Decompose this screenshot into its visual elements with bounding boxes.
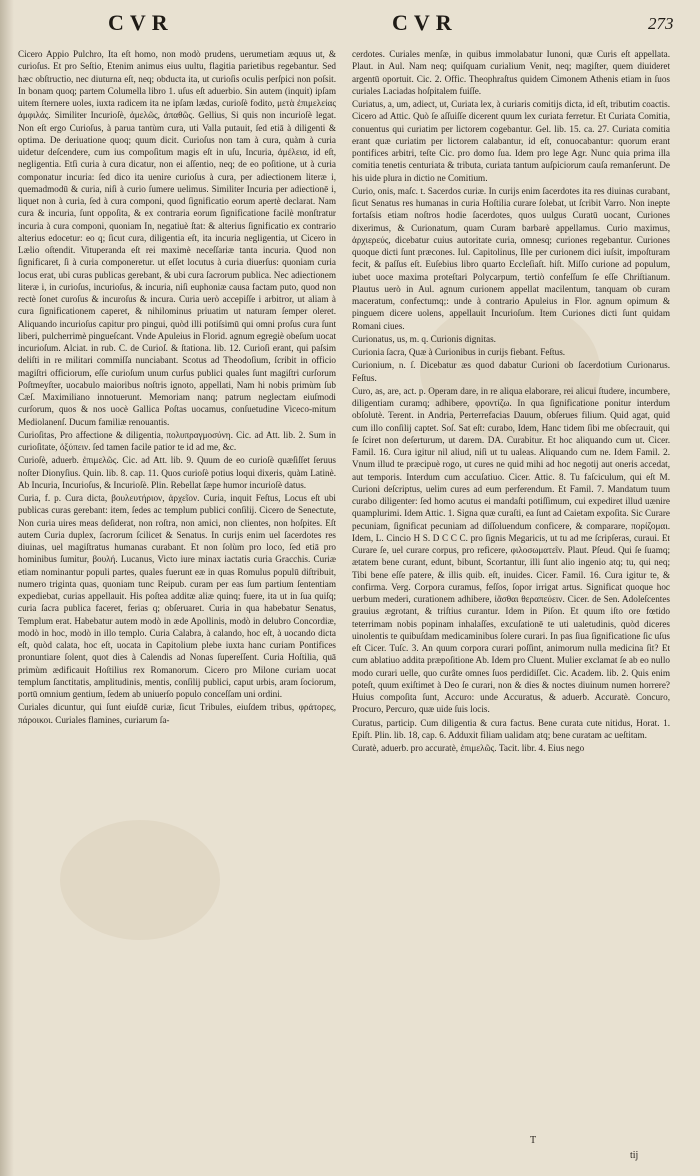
paper-stain — [60, 820, 220, 940]
dictionary-entry: Curio, onis, maſc. t. Sacerdos curiæ. In curijs enim ſacerdotes ita res diuinas curabant, ſicut Senatus res humanas in curia Hoſtilia curare ſolebat, ut ſcribit Varro. Non inepte fortaſsis etiam noſtros hodie ſacerdotes, quos uulgus Curatū uocant, Curiones dixerimus, & Curionatum, quam Curam barbarè appellamus. Curio maximus, ἀρχιερεύς, dicebatur cuius autoritate curia, omnesq; curiones regebantur. Curiones quoque dicti ſunt præcones. Iul. Capitolinus, Ille per curionem dici iuſsit, impoſturam fecit, & paſſus eſt. Euſebius libro quarto Eccleſiaſt. hiſt. Miſſo curione ad populum, iubet uoce maxima proteſtari Polycarpum, tertiò confeſſum ſe eſſe Chriſtianum. Plautus uerò in Aul. agnum curionem appellat macilentum, tanquam ob curam maceratum, confectumq;: unde à contrario Apuleius in Flor. agnum opimum & pinguem dicere uolens, appellauit Incurioſum. Item Curiones dicti ſunt quidam Romani ciues. — [352, 185, 670, 331]
signature-mark: T — [530, 1135, 537, 1146]
dictionary-entry: Curiatus, a, um, adiect, ut, Curiata lex, à curiaris comitijs dicta, id eſt, tributim coactis. Cicero ad Attic. Quò ſe aſſuiſſe dicerent quum lex curiata ferretur. Et Curiata Comitia, conuentus qui curiatim per lictorem cogebantur. Gel. lib. 15. ca. 27. Curiata comitia erant quæ curiatim per lictorem calabantur, id eſt, conuocabantur: quorum erant pontifices arbitri, teſte Cic. pro domo ſua. Idem pro lege Agr. Nunc quia prima illa comitia tenetis centuriata & tributa, curiata tantum auſpiciorum cauſa remanſerunt. De his uide plura in dictio ne Comitium. — [352, 99, 670, 183]
dictionary-entry: Curatus, particip. Cum diligentia & cura factus. Bene curata cute nitidus, Horat. 1. Epiſt. Plin. lib. 18, cap. 6. Adduxit filiam ualidam atq; bene curatam ac ueſtitam. — [352, 717, 670, 740]
dictionary-entry: Curionatus, us, m. q. Curionis dignitas. — [352, 333, 496, 344]
dictionary-entry: Curo, as, are, act. p. Operam dare, in re aliqua elaborare, rei alicui ſtudere, incumbere, diligentiam curamq; adhibere, φροντίζω. In qua ſignificatione ponitur interdum obſolutè. Terent. in Andria, Perterrefacias Dauum, obſerues filium. Quid agat, quid cum illo conſilij captet. Soſ. Sat eſt: curabo, Idem, Hanc tidem ſibi me obſecrauit, qui ſe ſciret non deſerturum, ut darem. DA. Curabitur. Et hoc aliquando cum ut. Cicer. Famil. 16. Cura igitur nil aliud, niſi ut tu ualeas. Aliquando cum ne. Idem Famil. 2. Vnum illud te præcipuè rogo, ut cures ne quid mihi ad hoc negotij aut oneris accedat, aut temporis. Interdum cum accuſatiuo. Cicer. Attic. 8. Tu faſciculum, qui eſt M. Curioni deſcriptus, uelim cures ad eum perferendum. Et Famil. 7. Mandatum tuum curabo diligenter: ſed homo acutus ei mandaſti potiſſimum, cui expediret illud uænire quamplurimi. Idem Attic. 1. Signa quæ curaſti, ea ſunt ad Caietam expoſita. Sic Curare pecuniam, ſignificat pecuniam ad diſſoluendum conficere, & comparare, πορίζομαι. Idem, L. Cincio H S. D C C C. pro ſignis Megaricis, ut tu ad me ſcripſeras, curaui. Et Curare ſe, uel curare corpus, pro reficere, φιλοσωματεῖν. Plaut. Pſeud. Qui ſe ſuamq; ætatem bene curant, edunt, bibunt, Scortantur, illi ſunt alio ingenio atq; tu, qui neq; Tibi bene eſſe patere, & illis quib. eſt, inuides. Cicer. Famil. 16. Cura igitur te, & confirma. Verg. Corpora curamus, feſſos, ſopor irrigat artus. Significat quoque hoc uerbum mederi, curationem adhibere, ἰᾶσθαι θεραπεύειν. Cicer. de Sen. Adoleſcentes grauius ægrotant, & triſtius curantur. Idem in Piſon. Et quum iſto ore fœtido teterrimam nobis popinam inhalaſſes, excuſationē te uti ualetudinis, quòd diceres uinolentis te quibuſdam medicaminibus ſolere curari. In pas ſiua ſignificatione ſic uſus eſt Cicer. Tuſc. 3. An quum corpora curari poſſint, animorum nulla medicina ſit? Et cum ablatiuo addita præpoſitione Ab. Idem pro Cluent. Mulier exclamat ſe ab eo nullo modo curari uelle, quo curâte omnes ſuos perdidiſſet. Cic. Academ. lib. 2. Quis enim poteſt, quum exiſtimet à Deo ſe curari, non & dies & noctes diuinum numen horrere? Huius compoſita ſunt, Accuro: unde Accuratus, & aduerb. Accuratè. Concuro, Procuro, Percuro, quæ uide ſuis locis. — [352, 385, 670, 715]
dictionary-entry: Curioſitas, Pro affectione & diligentia, πολυπραγμοσύνη. Cic. ad Att. lib. 2. Sum in curioſitate, ὀξύπειν. ſed tamen facile patior te id ad me, &c. — [18, 429, 336, 452]
dictionary-entry: Curiales dicuntur, qui ſunt eiuſdē curiæ, ſicut Tribules, eiuſdem tribus, φράτορες, πάροικοι. Curiales flamines, curiarum ſa- — [18, 702, 336, 725]
catchword: tij — [630, 1150, 639, 1161]
dictionary-entry: Curia, f. p. Cura dicta, βουλευτήριον, ἀρχεῖον. Curia, inquit Feſtus, Locus eſt ubi publicas curas gerebant: item, ſedes ac templum publici conſilij. Cicero de Senectute, Non curia uires meas deſiderat, non roſtra, non amici, non clientes, non hoſpites. Eſt autem Curia duplex, ſacrorum ſcilicet & Senatus. In curijs enim uel ſacerdotes res diuinas, uel magiſtratus humanas curabant. Et non ſolùm pro loco, ſed etiā pro hominibus ſumitur, βουλή. Lucanus, Victo iure minax iactatis curia Gracchis. Curiæ etiam nominantur populi partes, quales fuerunt eæ in quas Romulus populū diſtribuit, numero triginta quas, quoniam tunc Reipub. curam per eas ſum partium ſententiam expediebat, curias appellauit. His poſtea additæ aliæ quinq; fuere, ita ut in ſua quiſq; curia ſacra publica faceret, ferias q; obſeruaret. Curia in qua habebatur Senatus, Templum erat. Habebatur autem modò in æde Apollinis, modò in delubro Concordiæ, modò in hoc, modò in illo templo. Curia Calabra, à calando, hoc eſt, à uocando dicta eſt, quòd calata, hoc eſt, uocata in Capitolium plebe iuxta hanc curiam Pontifices pronuntiare ſolent, quot dies à Calendis ad Nonas ſupereſſent. Curia Hoſtilia, quā primùm ædificauit Hoſtilius rex Romanorum. Cicero pro Milone curiam uocat templum ſanctitatis, amplitudinis, mentis, conſilij publici, caput urbis, aram ſociorum, portū omnium gentium, ſedem ab uniuerſo populo conceſſam uni ordini. — [18, 493, 336, 699]
running-head-right: CVR — [392, 10, 458, 35]
dictionary-entry: cerdotes. Curiales menſæ, in quibus immolabatur Iunoni, quæ Curis eſt appellata. Plaut. in Aul. Nam neq; quiſquam curialium Venit, neq; magiſter, quem diuideret argentū oportuit. Cic. 2. Offic. Theophraſtus quidem Cimonem Athenis etiam in ſuos curiales Laciadas hoſpitalem fuiſſe. — [352, 49, 670, 96]
dictionary-entry: Curatè, aduerb. pro accuratè, ἐπιμελῶς. Tacit. libr. 4. Eius nego — [352, 743, 585, 753]
left-column — [18, 48, 336, 726]
running-head-left: CVR — [108, 10, 174, 35]
page-gutter — [0, 0, 14, 1176]
dictionary-entry: Curioſè, aduerb. ἐπιμελῶς. Cic. ad Att. lib. 9. Quum de eo curioſè quæſiſſet ſeruus noſter Dionyſius. Quin. lib. 8. cap. 11. Quos curioſè potius loqui dixeris, quàm Latinè. Ab Incuria, Incurioſus, & Incurioſè. Plin. Rebellat ſæpe humor incurioſè datus. — [18, 455, 336, 490]
page-number: 273 — [648, 14, 674, 33]
right-column — [352, 48, 670, 754]
dictionary-entry: Cicero Appio Pulchro, Ita eſt homo, non modò prudens, uerumetiam æquus ut, & curioſus. Et pro Seſtio, Etenim animus eius uultu, flagitia parietibus regebantur. Sed hæc obſtructio, nec diuturna eſt, neq; obducta ita, ut curioſis oculis perſpici non poſsit. In bonam quoq; partem Columella libro 1. uſus eſt aduerbio. Sin autem (inquit) ipſam uitem ſternere uoles, iuxta radicem ita ne ipſam lædas, curioſè fodito, μετὰ ἐπιμελείας ἀμφιλάς. Similiter Incurioſè, ἀμελῶς, ἀπαθῶς. Gellius, Si quis non incurioſè legat. Non eſt ergo Curioſus, à parua tantùm cura, uti Valla putauit, ſed etiā à diligenti & optima. De deriuatione quoq; quum dicit. Curioſus non tam à cura, quàm à curia uidetur deſcendere, cum ius compoſitum magis eſt in uſu, Incuria, ἀμέλεια, id eſt, negligentia. Etſi curia à cura dicatur, non ei aſſentio, neq; de eo poſitione, ut à curia componatur incuria: ſed dico ita uenire curioſus à cura, per adiectionem literæ i, quemadmodū & curia, niſi à curio ſumere uelimus. Similiter Incuria per adiectionē i, liquet non à curia, ſed à cura componi, quod ſignificatio eorum apertè declarat. Nam cura & incuria, ſunt oppoſita, & ex contraria eorum ſignificatione facilè monſtratur incuria à cura componi, quoniam In, negatiuè ſtat: & alterius ſignificatio ex contrario alterius edocetur: eo q; ſicut cura, diligentia eſt, ita incuria negligentia, ut Cicero in Lælio oſtendit. Vituperanda eſt rei maximè neceſſariæ tanta incuria. Quod non ſignificaret, ſi à curia componeretur. ut eſſet locutus à curia diuerſus: quoniam curia locus erat, ubi curas publicas gerebant, & ubi cura ſacrorum publica. Nec adiectionem literæ i, in curioſus, incurioſus, & incuria, niſi euphoniæ causa factam puto, quod non rectè ſonet curoſus & incuroſus & incura. Curia uerò accepiſſe i arbitror, ut aliam à cura ſignificationem caperet, & nihilominus priuatim ut naturam ſemper oleret. Aliquando incurioſus capitur pro pingui, quòd illi potiſsimū qui omni proſus cura ſunt liberi, pulcherrimè pingueſcant. Vnde Apuleius in Florid. agnum egregiè obeſum uocat incurioſum. Alciat. in rub. C. de Curioſ. & ſtationa. lib. 12. Curioſi erant, qui paſsim deliſti in re militari commiſſa nunciabant. Scotus ad Theodoſium, ſcribit in officio magiſtri officiorum, eſſe curioſum unum curſus publici quales ſunt magiſtri curſorum Poſtmeyſter, uocabulo maioribus noſtris ignoto, appellati, Nam hi nobis primùm ſub Cæſ. Maximiliano innotuerunt. Memoriam nanq; patrum neglectam eiuſmodi curſorum, quos & nos uocè Gallica Poſtas uocamus, conſuetudine Viceco-mitum Mediolanenſ. Ducum familiæ renouantis. — [18, 49, 336, 427]
dictionary-entry: Curionium, n. ſ. Dicebatur æs quod dabatur Curioni ob ſacerdotium Curionarus. Feſtus. — [352, 360, 670, 383]
dictionary-entry: Curionia ſacra, Quæ à Curionibus in curijs fiebant. Feſtus. — [352, 347, 566, 357]
